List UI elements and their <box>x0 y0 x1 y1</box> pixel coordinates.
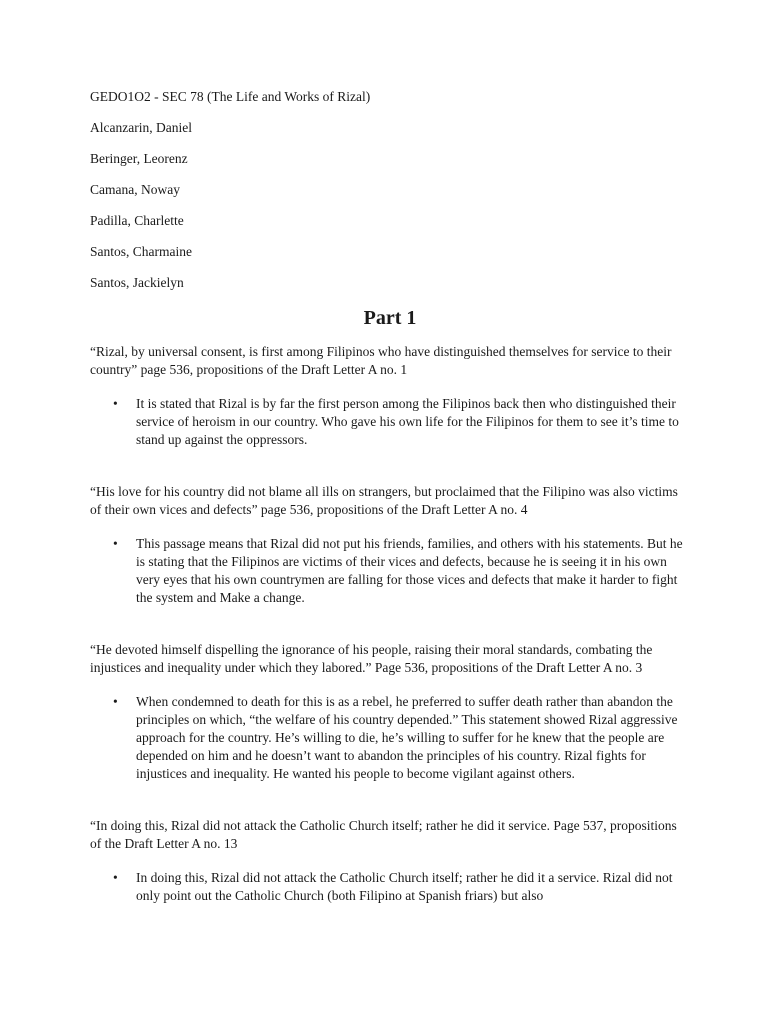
quote-paragraph: “He devoted himself dispelling the ignorance of his people, raising their moral standards, combating the injustices and inequality under which they labored.” Page 536, propositions of the Draft Letter A no. 3 <box>90 642 653 675</box>
quote-paragraph: “His love for his country did not blame all ills on strangers, but proclaimed that the Filipino was also victims of their own vices and defects” page 536, propositions of the Draft Letter A no. 4 <box>90 484 678 517</box>
section-3 <box>90 641 690 783</box>
member-name: Santos, Jackielyn <box>90 275 184 290</box>
quote-paragraph: “In doing this, Rizal did not attack the Catholic Church itself; rather he did it service. Page 537, propositions of the Draft Letter A no. 13 <box>90 818 677 851</box>
bullet-text: It is stated that Rizal is by far the first person among the Filipinos back then who distinguished their service of heroism in our country. Who gave his own life for the Filipinos for them to see it’s time to stand up against the oppressors. <box>136 396 679 447</box>
bullet-item <box>90 869 690 905</box>
bullet-item <box>90 693 690 783</box>
bullet-item <box>90 395 690 449</box>
member-name: Alcanzarin, Daniel <box>90 120 192 135</box>
bullet-item <box>90 535 690 607</box>
document-page <box>90 88 690 939</box>
bullet-dot-icon: • <box>113 536 118 551</box>
bullet-text: This passage means that Rizal did not put his friends, families, and others with his statements. But he is stating that the Filipinos are victims of their vices and defects, because he is seeing it in his own very eyes that his own countrymen are falling for those vices and defects that make it harder to fight the system and Make a change. <box>136 536 683 605</box>
quote-paragraph: “Rizal, by universal consent, is first among Filipinos who have distinguished themselves for service to their country” page 536, propositions of the Draft Letter A no. 1 <box>90 344 672 377</box>
course-header: GEDO1O2 - SEC 78 (The Life and Works of Rizal) <box>90 89 371 104</box>
section-1 <box>90 343 690 449</box>
section-4 <box>90 817 690 905</box>
part-title: Part 1 <box>363 307 417 329</box>
member-list <box>90 119 690 292</box>
member-name: Santos, Charmaine <box>90 244 192 259</box>
section-2 <box>90 483 690 607</box>
bullet-dot-icon: • <box>113 694 118 709</box>
member-name: Beringer, Leorenz <box>90 151 188 166</box>
member-name: Camana, Noway <box>90 182 180 197</box>
bullet-text: When condemned to death for this is as a rebel, he preferred to suffer death rather than abandon the principles on which, “the welfare of his country depended.” This statement showed Rizal aggressive approach for the country. He’s willing to die, he’s willing to suffer for he knew that the people are depended on him and he doesn’t want to abandon the principles of his country. Rizal fights for injustices and inequality. He wanted his people to become vigilant against others. <box>136 694 678 781</box>
bullet-dot-icon: • <box>113 870 118 885</box>
member-name: Padilla, Charlette <box>90 213 184 228</box>
bullet-dot-icon: • <box>113 396 118 411</box>
bullet-text: In doing this, Rizal did not attack the Catholic Church itself; rather he did it a service. Rizal did not only point out the Catholic Church (both Filipino at Spanish friars) but also <box>136 870 673 903</box>
